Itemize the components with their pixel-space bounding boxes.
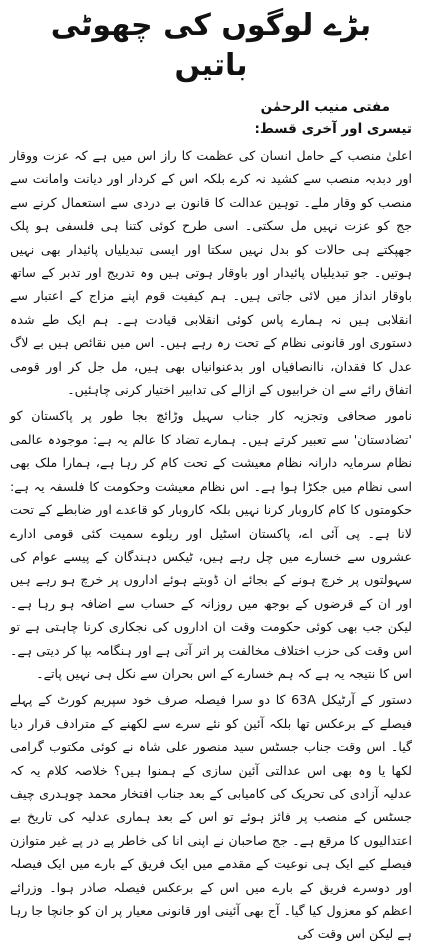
article-paragraph-2: نامور صحافی وتجزیہ کار جناب سہیل وڑائچ بجا طور پر پاکستان کو 'تضادستان' سے تعبیر کرتے ہیں۔ ہمارے تضاد کا عالم یہ ہے: موجودہ عالمی نظام سرمایہ دارانہ نظام معیشت کے تحت کام کر رہا ہے، ہمارا ملک بھی اسی نظام میں جکڑا ہوا ہے۔ اس نظام معیشت وحکومت کا فلسفہ یہ ہے: حکومتوں کا کام کاروبار کرنا نہیں بلکہ کاروبار کو قاعدے اور ضابطے کے تحت لانا ہے۔ پی آئی اے، پاکستان اسٹیل اور ریلوے سمیت کئی قومی ادارے عشروں سے خسارے میں چل رہے ہیں، ٹیکس دہندگان کے پیسے عوام کی سہولتوں پر خرچ ہونے کے بجائے ان ڈوبتے ہوئے اداروں پر خرچ ہو رہے ہیں اور ان کے قرضوں کے بوجھ میں روزانہ کے حساب سے اضافہ ہو رہا ہے۔ لیکن جب بھی کوئی حکومت وقت ان اداروں کی نجکاری کرنا چاہتی ہے تو اس وقت کی حزب اختلاف مخالفت پر اتر آتی ہے اور ہنگامہ بپا کر دیتی ہے۔ اس کا نتیجہ یہ ہے کہ ہم خسارے کے اس بحران سے نکل ہی نہیں پاتے۔ (10, 408, 412, 681)
author-byline: مفتی منیب الرحمٰن (260, 99, 390, 115)
article-paragraph-3: دستور کے آرٹیکل 63A کا دو سرا فیصلہ صرف خود سپریم کورٹ کے پہلے فیصلے کے برعکس تھا بلکہ آئین کو نئے سرے سے لکھنے کے مترادف قرار دیا گیا۔ اس وقت جناب جسٹس سید منصور علی شاہ نے کوئی مکتوب گرامی لکھا یا وہ بھی اس عدالتی آئین سازی کے ہمنوا ہیں؟ خلاصہ کلام یہ کہ عدلیہ آزادی کی تحریک کی کامیابی کے بعد جناب افتخار محمد چوہدری چیف جسٹس کے منصب پر فائز ہوئے تو اس کے بعد ہماری عدلیہ کی تاریخ بے اعتدالیوں کا مرقع ہے۔ جج صاحبان نے اپنی انا کی خاطر پے در پے غیر متوازن فیصلے کیے ایک ہی نوعیت کے مقدمے میں ایک فریق کے بارے میں ایک فیصلہ اور دوسرے فریق کے بارے میں اس کے برعکس فیصلہ صادر ہوا۔ وزرائے اعظم کو معزول کیا گیا۔ آج بھی آئینی اور قانونی معیار پر ان کو جانچا جا رہا ہے لیکن اس وقت کی (10, 692, 413, 942)
article-paragraph-1: اعلیٰ منصب کے حامل انسان کی عظمت کا راز اس میں ہے کہ عزت ووقار اور دبدبہ منصب سے کشید نہ کرے بلکہ اس کے کردار اور دیانت وامانت سے منصب کو وقار ملے۔ توہین عدالت کا قانون بے دردی سے استعمال کرنے سے جج کو عزت نہیں مل سکتی۔ اسی طرح کوئی کتنا ہی فلسفی ہو پلک جھپکتے ہی حالات کو بدل نہیں سکتا اور ایسی تبدیلیاں پائیدار بھی نہیں ہوتیں۔ جو تبدیلیاں پائیدار اور باوقار ہوتی ہیں وہ تدریج اور تدبر کے ساتھ باوقار انداز میں لائی جاتی ہیں۔ ہم کیفیت قوم اپنے مزاج کے اعتبار سے انقلابی ہیں نہ ہمارے پاس کوئی انقلابی قیادت ہے۔ ہم ایک طے شدہ دستوری اور قانونی نظام کے تحت رہ رہے ہیں۔ اس میں نقائص ہیں بے لاگ عدل کا فقدان، ناانصافیاں اور بدعنوانیاں بھی ہیں، مل جل کر اور قومی اتفاق رائے سے ان خرابیوں کے ازالے کی تدابیر اختیار کرنی چاہئیں۔ (10, 148, 412, 398)
installment-label: تیسری اور آخری قسط: (254, 121, 412, 137)
article-headline: بڑے لوگوں کی چھوٹی باتیں (50, 8, 372, 83)
